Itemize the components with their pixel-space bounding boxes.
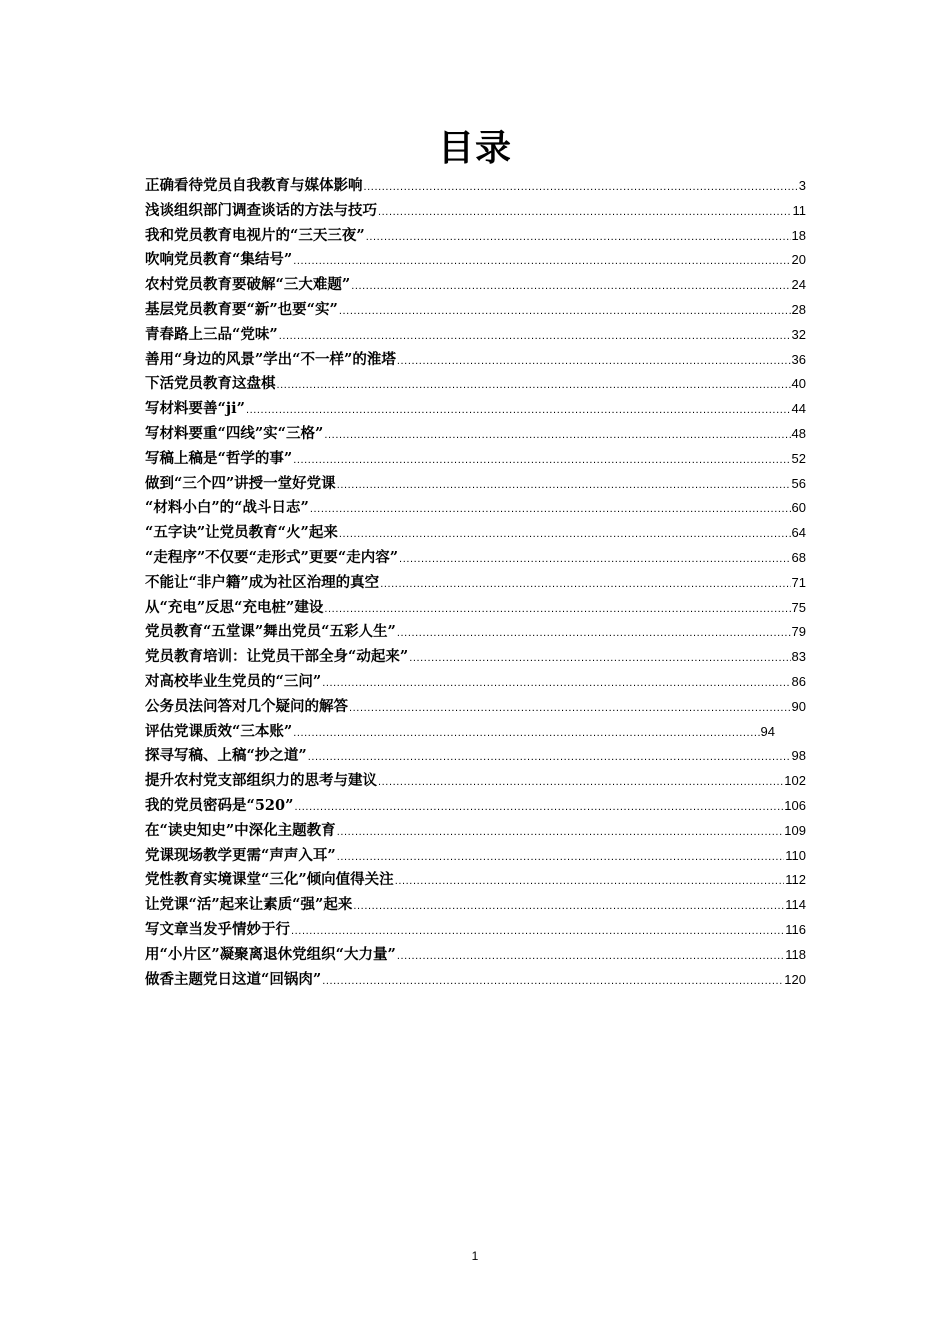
toc-entry-page: 18 [791, 227, 806, 243]
toc-dot-leader [378, 200, 792, 224]
toc-entry-title: 正确看待党员自我教育与媒体影响 [145, 177, 363, 194]
toc-entry-title: 党员教育“五堂课”舞出党员“五彩人生” [145, 623, 396, 641]
toc-entry-title: 公务员法问答对几个疑问的解答 [145, 697, 348, 715]
toc-entry-title: 用“小片区”凝聚离退休党组织“大力量” [145, 945, 396, 963]
toc-entry[interactable] [145, 323, 806, 348]
toc-entry-page: 56 [791, 475, 806, 491]
toc-entry-page: 36 [791, 351, 806, 367]
toc-entry-title: 善用“身边的风景”学出“不一样”的淮塔 [145, 350, 396, 368]
toc-entry-page: 71 [791, 574, 806, 590]
toc-entry[interactable] [145, 744, 806, 769]
toc-entry-title: 浅谈组织部门调查谈话的方法与技巧 [145, 201, 377, 219]
toc-entry[interactable] [145, 968, 806, 993]
toc-entry[interactable] [145, 596, 806, 621]
toc-entry-title: 我和党员教育电视片的“三天三夜” [145, 226, 365, 244]
toc-entry-title: 党课现场教学更需“声声入耳” [145, 846, 336, 864]
toc-entry[interactable] [145, 645, 806, 670]
toc-entry-title: “材料小白”的“战斗日志” [145, 499, 309, 517]
toc-entry[interactable] [145, 496, 806, 521]
toc-entry-page: 20 [791, 252, 806, 268]
toc-entry[interactable] [145, 720, 775, 745]
toc-dot-leader [324, 423, 790, 447]
toc-entry-title: 基层党员教育要“新”也要“实” [145, 300, 338, 318]
toc-entry-page: 114 [785, 897, 806, 913]
toc-entry[interactable] [145, 893, 806, 918]
toc-entry-page: 86 [791, 673, 806, 689]
toc-entry-page: 112 [785, 872, 806, 888]
toc-entry[interactable] [145, 670, 806, 695]
toc-entry-title: 让党课“活”起来让素质“强”起来 [145, 896, 353, 914]
toc-entry-page: 68 [791, 549, 806, 565]
toc-entry-page: 52 [791, 450, 806, 466]
toc-entry-title: 写文章当发乎情妙于行 [145, 920, 290, 938]
toc-entry[interactable] [145, 397, 806, 422]
toc-entry-page: 11 [792, 202, 806, 218]
toc-entry[interactable] [145, 868, 806, 893]
toc-dot-leader [409, 646, 790, 670]
toc-dot-leader [364, 175, 798, 199]
toc-entry[interactable] [145, 348, 806, 373]
toc-entry[interactable] [145, 422, 806, 447]
table-of-contents [145, 174, 806, 992]
toc-entry[interactable] [145, 447, 806, 472]
toc-entry-page: 98 [791, 748, 806, 764]
toc-dot-leader [277, 373, 791, 397]
toc-entry[interactable] [145, 199, 806, 224]
toc-entry-title: “五字诀”让党员教育“火”起来 [145, 524, 338, 542]
toc-entry[interactable] [145, 571, 806, 596]
toc-entry[interactable] [145, 472, 806, 497]
toc-dot-leader [339, 522, 791, 546]
toc-entry-page: 44 [791, 401, 806, 417]
toc-entry[interactable] [145, 248, 806, 273]
toc-dot-leader [397, 944, 784, 968]
toc-entry-title: 提升农村党支部组织力的思考与建议 [145, 772, 377, 790]
toc-entry[interactable] [145, 819, 806, 844]
toc-entry-title: 做香主题党日这道“回锅肉” [145, 970, 322, 988]
toc-entry-title: 党员教育培训：让党员干部全身“动起来” [145, 648, 409, 666]
toc-entry-page: 79 [791, 624, 806, 640]
toc-entry-page: 102 [784, 773, 806, 789]
toc-entry[interactable] [145, 372, 806, 397]
toc-dot-leader [324, 597, 790, 621]
toc-entry[interactable] [145, 620, 806, 645]
toc-entry-page: 83 [791, 649, 806, 665]
toc-entry-title: 评估党课质效“三本账” [145, 722, 293, 740]
toc-entry-page: 118 [785, 946, 806, 962]
toc-entry-page: 120 [784, 971, 806, 987]
toc-entry[interactable] [145, 943, 806, 968]
toc-entry-page: 64 [791, 525, 806, 541]
toc-entry-title: 写稿上稿是“哲学的事” [145, 449, 293, 467]
toc-entry[interactable] [145, 794, 806, 819]
toc-dot-leader [397, 621, 791, 645]
toc-entry-page: 109 [784, 822, 806, 838]
toc-entry[interactable] [145, 844, 806, 869]
toc-entry-title: 青春路上三品“党味” [145, 325, 278, 343]
toc-entry-page: 75 [791, 599, 806, 615]
toc-dot-leader [279, 324, 791, 348]
toc-dot-leader [291, 919, 784, 943]
toc-entry-title: 农村党员教育要破解“三大难题” [145, 276, 351, 294]
toc-entry[interactable] [145, 224, 806, 249]
toc-dot-leader [351, 274, 790, 298]
toc-entry[interactable] [145, 298, 806, 323]
toc-dot-leader [337, 473, 791, 497]
toc-dot-leader [337, 845, 785, 869]
toc-entry[interactable] [145, 918, 806, 943]
toc-dot-leader [380, 572, 790, 596]
toc-dot-leader [366, 225, 791, 249]
toc-entry-page: 60 [791, 500, 806, 516]
toc-entry-title: 探寻写稿、上稿“抄之道” [145, 747, 307, 765]
toc-entry-title: 在“读史知史”中深化主题教育 [145, 821, 336, 839]
page-number: 1 [471, 1249, 479, 1263]
toc-entry-title: 对高校毕业生党员的“三问” [145, 672, 322, 690]
toc-entry-page: 24 [791, 277, 806, 293]
toc-entry-title: 从“充电”反思“充电桩”建设 [145, 598, 324, 616]
toc-dot-leader [349, 696, 791, 720]
toc-entry-title: 下活党员教育这盘棋 [145, 375, 276, 393]
toc-entry-title: 党性教育实境课堂“三化”倾向值得关注 [145, 871, 394, 889]
toc-entry-title: 吹响党员教育“集结号” [145, 251, 293, 269]
toc-dot-leader [308, 745, 791, 769]
toc-entry-title: 写材料要重“四线”实“三格” [145, 424, 324, 442]
toc-entry-page: 106 [784, 797, 806, 813]
toc-entry[interactable] [145, 769, 806, 794]
toc-dot-leader [310, 497, 791, 521]
toc-entry-page: 90 [791, 698, 806, 714]
toc-entry[interactable] [145, 273, 806, 298]
toc-entry[interactable] [145, 695, 806, 720]
toc-dot-leader [293, 448, 790, 472]
toc-entry[interactable] [145, 174, 806, 199]
toc-dot-leader [322, 969, 783, 993]
toc-entry-page: 32 [791, 326, 806, 342]
toc-dot-leader [399, 547, 790, 571]
toc-entry-page: 116 [785, 921, 806, 937]
toc-entry-page: 3 [798, 178, 806, 193]
toc-dot-leader [353, 894, 784, 918]
toc-entry-title: 写材料要善“ji” [145, 400, 245, 418]
toc-entry-title: 做到“三个四”讲授一堂好党课 [145, 474, 336, 492]
toc-entry-page: 48 [791, 425, 806, 441]
toc-dot-leader [395, 869, 785, 893]
toc-entry-title: 我的党员密码是“520” [145, 796, 294, 814]
toc-entry-page: 28 [791, 301, 806, 317]
toc-dot-leader [339, 299, 791, 323]
toc-dot-leader [337, 820, 784, 844]
toc-dot-leader [294, 795, 783, 819]
toc-dot-leader [293, 249, 790, 273]
toc-entry[interactable] [145, 546, 806, 571]
toc-entry-page: 110 [785, 847, 806, 863]
toc-entry-page: 94 [760, 723, 775, 739]
page-title: 目录 [437, 127, 512, 169]
toc-dot-leader [322, 671, 790, 695]
toc-entry[interactable] [145, 521, 806, 546]
toc-dot-leader [293, 721, 759, 745]
toc-dot-leader [378, 770, 783, 794]
toc-entry-title: 不能让“非户籍”成为社区治理的真空 [145, 573, 380, 591]
toc-entry-title: “走程序”不仅要“走形式”更要“走内容” [145, 548, 399, 566]
toc-dot-leader [397, 349, 791, 373]
toc-entry-page: 40 [791, 376, 806, 392]
toc-dot-leader [246, 398, 791, 422]
